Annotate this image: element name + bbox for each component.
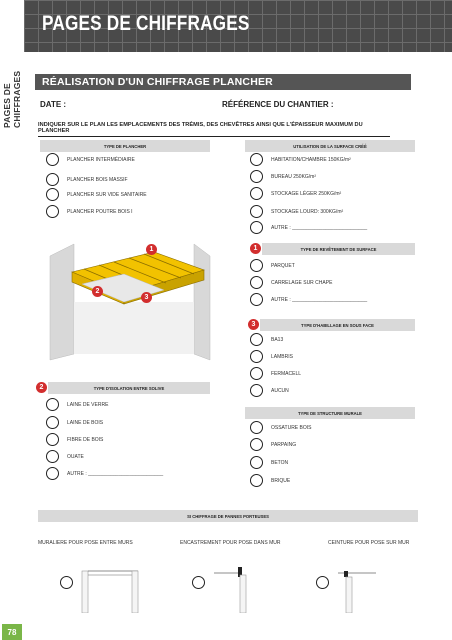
option-plancher-poutre-bois[interactable]: [46, 205, 133, 218]
option-label: PARPAING: [271, 441, 297, 448]
option-label: LAINE DE BOIS: [67, 419, 104, 426]
reference-label: RÉFÉRENCE DU CHANTIER :: [222, 100, 334, 109]
illustration-badge-2: 2: [92, 286, 103, 297]
illustration-badge-3: 3: [141, 292, 152, 303]
option-label: FIBRE DE BOIS: [67, 436, 104, 443]
option-label: CARRELAGE SUR CHAPE: [271, 279, 333, 286]
radio-button[interactable]: [60, 576, 73, 589]
radio-button[interactable]: [250, 170, 263, 183]
section-title-bar: [35, 74, 411, 90]
option-plancher-intermediaire[interactable]: [46, 153, 135, 166]
date-label: DATE :: [40, 100, 67, 109]
radio-button[interactable]: [250, 456, 263, 469]
radio-button[interactable]: [46, 153, 59, 166]
option-fermacell[interactable]: [250, 367, 301, 380]
option-revetement-autre[interactable]: [250, 293, 367, 306]
option-aucun[interactable]: [250, 384, 289, 397]
instruction-text: INDIQUER SUR LE PLAN LES EMPLACEMENTS DES TRÉMIS, DES CHEVÊTRES AINSI QUE L'ÉPAISSEUR MAXIMUM DU PLANCHER: [38, 122, 390, 137]
option-fibre-bois[interactable]: [46, 433, 103, 446]
radio-button[interactable]: [250, 384, 263, 397]
revetement-badge: 1: [250, 243, 261, 254]
radio-button[interactable]: [250, 221, 263, 234]
page-number: 78: [2, 624, 22, 640]
radio-button[interactable]: [250, 421, 263, 434]
radio-button[interactable]: [250, 259, 263, 272]
option-plancher-vide-sanitaire[interactable]: [46, 188, 147, 201]
illustration-badge-1: 1: [146, 244, 157, 255]
wall-option-muraliere[interactable]: [60, 563, 140, 613]
option-stockage-lourd[interactable]: [250, 205, 343, 218]
radio-button[interactable]: [46, 467, 59, 480]
radio-button[interactable]: [46, 433, 59, 446]
page-header: [24, 0, 452, 52]
side-band: [0, 0, 24, 640]
option-label: BUREAU 250KG/m²: [271, 173, 317, 180]
wall-option-label-3: CEINTURE POUR POSE SUR MUR: [328, 540, 410, 546]
radio-button[interactable]: [250, 350, 263, 363]
option-utilisation-autre[interactable]: [250, 221, 367, 234]
structure-header: TYPE DE STRUCTURE MURALE: [245, 407, 415, 419]
option-label: BA13: [271, 336, 284, 343]
option-label: HABITATION/CHAMBRE 150KG/m²: [271, 156, 351, 163]
wall-option-ceinture[interactable]: [316, 563, 396, 613]
option-laine-verre[interactable]: [46, 398, 108, 411]
section-title: RÉALISATION D'UN CHIFFRAGE PLANCHER: [42, 76, 273, 88]
wall-option-label-2: ENCASTREMENT POUR POSE DANS MUR: [180, 540, 281, 546]
option-parquet[interactable]: [250, 259, 295, 272]
radio-button[interactable]: [46, 188, 59, 201]
option-label: PLANCHER INTERMÉDIAIRE: [67, 156, 135, 163]
option-label: BRIQUE: [271, 477, 291, 484]
muraliere-icon: [80, 563, 140, 613]
option-bureau[interactable]: [250, 170, 316, 183]
isolation-badge: 2: [36, 382, 47, 393]
side-title: PAGES DE CHIFFRAGES: [2, 70, 22, 128]
radio-button[interactable]: [250, 367, 263, 380]
option-label: PLANCHER SUR VIDE SANITAIRE: [67, 191, 147, 198]
type-plancher-header: TYPE DE PLANCHER: [40, 140, 210, 152]
radio-button[interactable]: [316, 576, 329, 589]
revetement-header: TYPE DE REVÊTEMENT DE SURFACE: [262, 243, 415, 255]
isolation-header: TYPE D'ISOLATION ENTRE SOLIVE: [48, 382, 210, 394]
option-label: STOCKAGE LOURD: 300KG/m²: [271, 208, 344, 215]
habillage-header: TYPE D'HABILLAGE EN SOUS FACE: [260, 319, 415, 331]
radio-button[interactable]: [46, 450, 59, 463]
option-isolation-autre[interactable]: [46, 467, 163, 480]
option-label: PARQUET: [271, 262, 295, 269]
option-ossature-bois[interactable]: [250, 421, 311, 434]
option-label: AUTRE : ___________________________: [67, 470, 164, 477]
page-title: PAGES DE CHIFFRAGES: [42, 12, 250, 35]
option-ouate[interactable]: [46, 450, 84, 463]
option-label: AUCUN: [271, 387, 289, 394]
habillage-badge: 3: [248, 319, 259, 330]
option-brique[interactable]: [250, 474, 290, 487]
radio-button[interactable]: [192, 576, 205, 589]
radio-button[interactable]: [46, 416, 59, 429]
option-label: AUTRE : ___________________________: [271, 224, 368, 231]
option-carrelage[interactable]: [250, 276, 332, 289]
radio-button[interactable]: [250, 438, 263, 451]
option-lambris[interactable]: [250, 350, 293, 363]
radio-button[interactable]: [250, 205, 263, 218]
option-habitation[interactable]: [250, 153, 351, 166]
encastrement-icon: [212, 563, 272, 613]
option-laine-bois[interactable]: [46, 416, 103, 429]
radio-button[interactable]: [46, 205, 59, 218]
option-parpaing[interactable]: [250, 438, 296, 451]
option-label: LAMBRIS: [271, 353, 293, 360]
utilisation-header: UTILISATION DE LA SURFACE CRÉÉ: [245, 140, 415, 152]
option-stockage-leger[interactable]: [250, 187, 341, 200]
option-label: OUATE: [67, 453, 84, 460]
radio-button[interactable]: [46, 398, 59, 411]
option-plancher-bois-massif[interactable]: [46, 173, 128, 186]
radio-button[interactable]: [250, 293, 263, 306]
ceinture-icon: [336, 563, 396, 613]
radio-button[interactable]: [250, 474, 263, 487]
option-label: OSSATURE BOIS: [271, 424, 312, 431]
option-ba13[interactable]: [250, 333, 283, 346]
option-label: BETON: [271, 459, 289, 466]
radio-button[interactable]: [250, 276, 263, 289]
option-label: FERMACELL: [271, 370, 302, 377]
pannes-header: SI CHIFFRAGE DE PANNES PORTEUSES: [38, 510, 418, 522]
radio-button[interactable]: [250, 187, 263, 200]
wall-option-encastrement[interactable]: [192, 563, 272, 613]
radio-button[interactable]: [46, 173, 59, 186]
option-beton[interactable]: [250, 456, 288, 469]
option-label: PLANCHER POUTRE BOIS I: [67, 208, 133, 215]
option-label: PLANCHER BOIS MASSIF: [67, 176, 128, 183]
radio-button[interactable]: [250, 153, 263, 166]
option-label: STOCKAGE LÉGER 250KG/m²: [271, 190, 342, 197]
option-label: LAINE DE VERRE: [67, 401, 109, 408]
radio-button[interactable]: [250, 333, 263, 346]
option-label: AUTRE : ___________________________: [271, 296, 368, 303]
wall-option-label-1: MURALIERE POUR POSE ENTRE MURS: [38, 540, 133, 546]
floor-illustration: [44, 242, 212, 362]
